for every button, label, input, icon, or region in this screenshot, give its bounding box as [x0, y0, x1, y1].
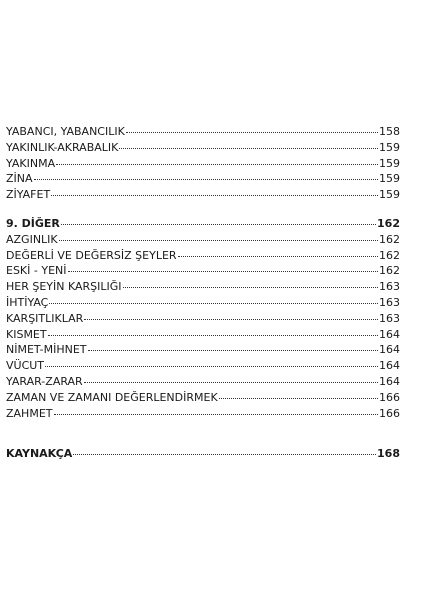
- toc-entry: [6, 295, 400, 311]
- toc-entry-title: YAKINLIK-AKRABALIK: [6, 140, 119, 154]
- toc-entry-title: KARŞITLIKLAR: [6, 311, 84, 325]
- toc-entry: [6, 171, 400, 187]
- toc-entry-title: YABANCI, YABANCILIK: [6, 125, 125, 138]
- toc-section-heading: [6, 216, 400, 232]
- dot-leader: [219, 397, 378, 399]
- dot-leader: [49, 302, 378, 304]
- toc-entry-page: 164: [379, 374, 400, 388]
- toc-entry-page: 159: [379, 156, 400, 170]
- toc-entry-title: ESKİ - YENİ: [6, 264, 67, 278]
- toc-entry-page: 166: [379, 406, 400, 420]
- toc-entry: [6, 187, 400, 203]
- table-of-contents: [6, 124, 400, 462]
- toc-entry: [6, 311, 400, 327]
- dot-leader: [84, 318, 378, 320]
- toc-entry: [6, 248, 400, 264]
- toc-entry: [6, 156, 400, 172]
- toc-entry-title: KISMET: [6, 327, 47, 341]
- toc-entry: [6, 263, 400, 279]
- toc-entry-page: 159: [379, 188, 400, 202]
- toc-entry: [6, 232, 400, 248]
- toc-entry-page: 163: [379, 311, 400, 325]
- toc-entry-title: DEĞERLİ VE DEĞERSİZ ŞEYLER: [6, 248, 177, 262]
- toc-entry-title: VÜCUT: [6, 359, 45, 373]
- toc-entry-title: ZAMAN VE ZAMANI DEĞERLENDİRMEK: [6, 390, 218, 404]
- toc-entry-page: 162: [379, 232, 400, 246]
- section-gap: [6, 203, 400, 216]
- toc-entry-title: İHTİYAÇ: [6, 295, 49, 309]
- toc-entry-title: HER ŞEYİN KARŞILIĞI: [6, 280, 122, 294]
- toc-entry: [6, 279, 400, 295]
- dot-leader: [56, 163, 378, 165]
- toc-entry-title: YARAR-ZARAR: [6, 374, 83, 388]
- section-heading-page: 168: [377, 447, 400, 461]
- toc-entry: [6, 374, 400, 390]
- toc-entry-title: ZAHMET: [6, 406, 53, 420]
- toc-entry-page: 164: [379, 343, 400, 357]
- section-heading-page: 162: [377, 216, 400, 230]
- toc-entry-title: ZİNA: [6, 172, 33, 186]
- dot-leader: [178, 255, 378, 257]
- dot-leader: [119, 147, 378, 149]
- dot-leader: [84, 381, 378, 383]
- toc-entry-page: 159: [379, 172, 400, 186]
- toc-entry: [6, 390, 400, 406]
- toc-entry: [6, 327, 400, 343]
- toc-entry: [6, 124, 400, 140]
- toc-entry-page: 164: [379, 327, 400, 341]
- toc-entry-page: 162: [379, 248, 400, 262]
- toc-entry-title: NİMET-MİHNET: [6, 343, 87, 357]
- dot-leader: [73, 453, 376, 455]
- toc-entry: [6, 342, 400, 358]
- toc-entry-page: 166: [379, 390, 400, 404]
- section-heading-title: KAYNAKÇA: [6, 447, 73, 461]
- toc-entry-title: YAKINMA: [6, 156, 56, 170]
- toc-entry-page: 158: [379, 125, 400, 138]
- toc-entry-page: 159: [379, 140, 400, 154]
- toc-entry: [6, 406, 400, 422]
- toc-entry-title: AZGINLIK: [6, 232, 58, 246]
- dot-leader: [48, 334, 378, 336]
- toc-entry: [6, 358, 400, 374]
- dot-leader: [59, 239, 378, 241]
- dot-leader: [123, 286, 378, 288]
- toc-section-heading: [6, 446, 400, 462]
- dot-leader: [45, 365, 378, 367]
- dot-leader: [68, 270, 379, 272]
- dot-leader: [51, 194, 378, 196]
- section-heading-title: 9. DİĞER: [6, 216, 60, 230]
- toc-entry-page: 163: [379, 295, 400, 309]
- toc-entry-page: 163: [379, 280, 400, 294]
- dot-leader: [126, 131, 378, 133]
- section-gap: [6, 421, 400, 446]
- dot-leader: [54, 413, 379, 415]
- toc-entry-page: 162: [379, 264, 400, 278]
- toc-entry: [6, 140, 400, 156]
- toc-entry-page: 164: [379, 359, 400, 373]
- dot-leader: [34, 178, 378, 180]
- dot-leader: [61, 223, 376, 225]
- toc-entry-title: ZİYAFET: [6, 188, 51, 202]
- dot-leader: [88, 349, 379, 351]
